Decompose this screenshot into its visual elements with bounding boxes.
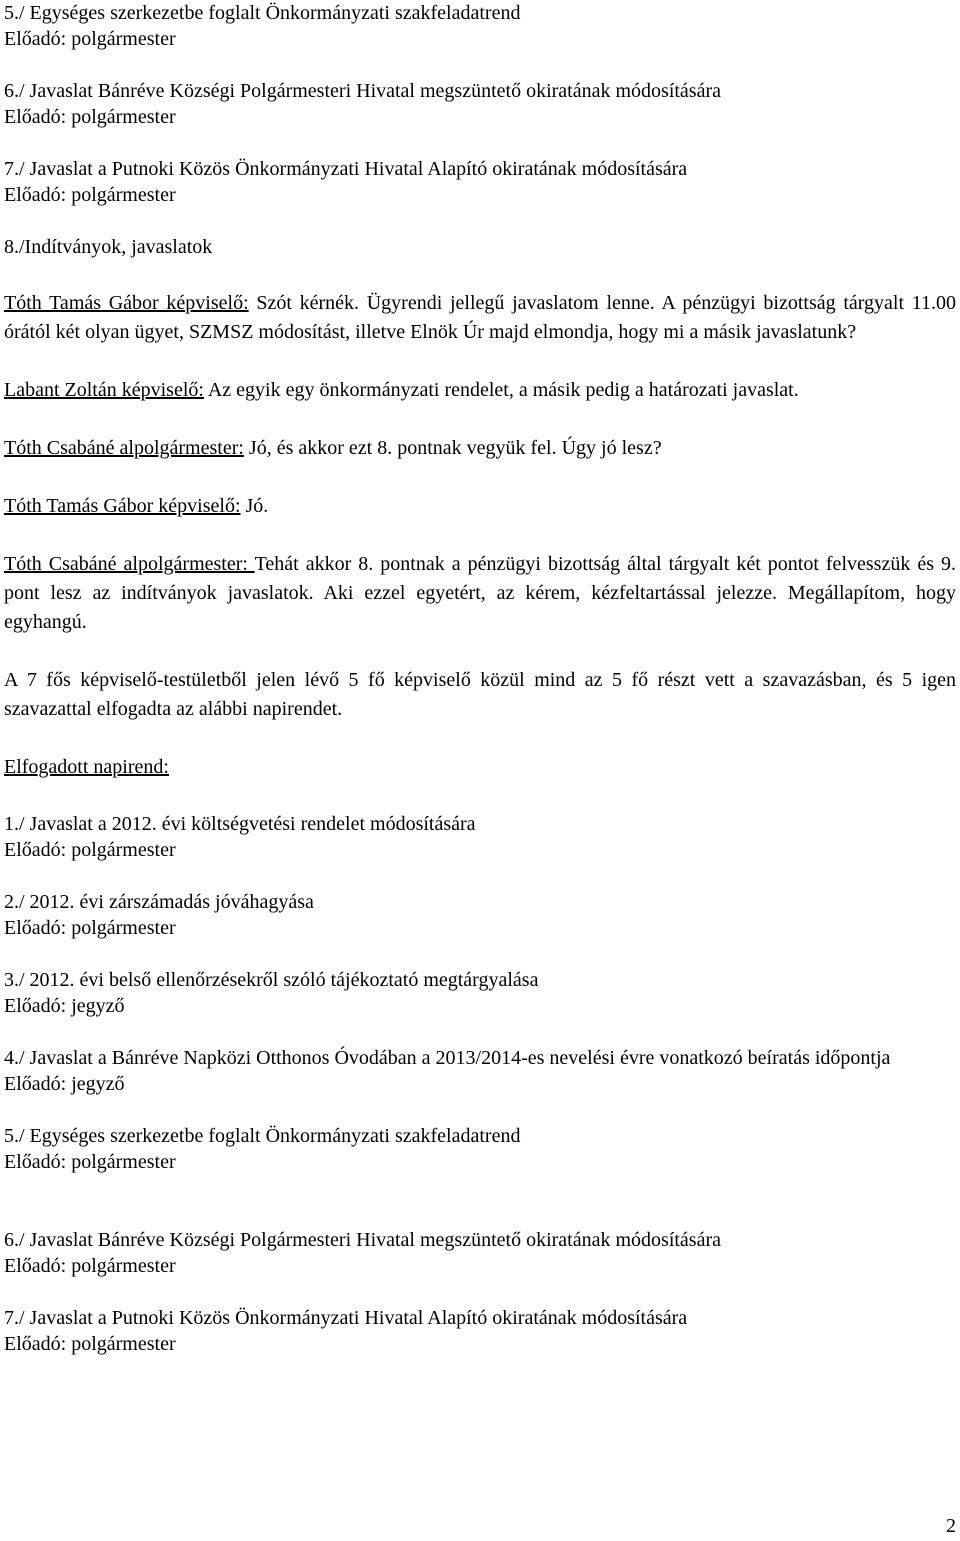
agenda-item-presenter: Előadó: polgármester	[4, 839, 176, 861]
agenda-item-title: 3./ 2012. évi belső ellenőrzésekről szóló tájékoztató megtárgyalása	[4, 969, 539, 991]
speaker-name: Tóth Tamás Gábor képviselő:	[4, 292, 249, 314]
agenda-item-presenter: Előadó: polgármester	[4, 917, 176, 939]
accepted-agenda-heading: Elfogadott napirend:	[4, 756, 169, 778]
agenda-item-presenter: Előadó: jegyző	[4, 1073, 125, 1095]
page-number: 2	[946, 1515, 956, 1537]
dialogue-paragraph	[4, 434, 956, 463]
speaker-name: Labant Zoltán képviselő:	[4, 379, 204, 401]
agenda-item-title: 7./ Javaslat a Putnoki Közös Önkormányzati Hivatal Alapító okiratának módosítására	[4, 158, 688, 180]
document-page	[4, 0, 956, 1357]
speaker-name: Tóth Csabáné alpolgármester:	[4, 553, 255, 575]
dialogue-paragraph	[4, 376, 956, 405]
agenda-item-title: 5./ Egységes szerkezetbe foglalt Önkormányzati szakfeladatrend	[4, 2, 521, 24]
speech-text: Szót kérnék. Ügyrendi jellegű javaslatom lenne. A pénzügyi bizottság tárgyalt 11.00 órától két olyan ügyet, SZMSZ módosítást, illetve Elnök Úr majd elmondja, hogy mi a másik javaslatunk?	[4, 292, 957, 343]
agenda-item-title: 2./ 2012. évi zárszámadás jóváhagyása	[4, 891, 314, 913]
agenda-item-presenter: Előadó: polgármester	[4, 1333, 176, 1355]
dialogue-paragraph	[4, 289, 956, 347]
agenda-item-title: 4./ Javaslat a Bánréve Napközi Otthonos Óvodában a 2013/2014-es nevelési évre vonatkozó beíratás időpontja	[4, 1047, 891, 1069]
speech-text: Tehát akkor 8. pontnak a pénzügyi bizottság által tárgyalt két pontot felvesszük és 9. pont lesz az indítványok javaslatok. Aki ezzel egyetért, az kérem, kézfeltartással jelezze. Megállapítom, hogy egyhangú.	[4, 553, 956, 633]
speech-text: Jó, és akkor ezt 8. pontnak vegyük fel. Úgy jó lesz?	[243, 437, 662, 459]
agenda-item-presenter: Előadó: polgármester	[4, 184, 176, 206]
speech-text: Jó.	[240, 495, 269, 517]
vote-result-text: A 7 fős képviselő-testületből jelen lévő 5 fő képviselő közül mind az 5 fő részt vett a szavazásban, és 5 igen szavazattal elfogadta az alábbi napirendet.	[4, 669, 956, 720]
agenda-item-title: 7./ Javaslat a Putnoki Közös Önkormányzati Hivatal Alapító okiratának módosítására	[4, 1307, 688, 1329]
agenda-item-title: 5./ Egységes szerkezetbe foglalt Önkormányzati szakfeladatrend	[4, 1125, 521, 1147]
agenda-item-presenter: Előadó: polgármester	[4, 1151, 176, 1173]
agenda-item-title: 8./Indítványok, javaslatok	[4, 236, 213, 258]
agenda-item-presenter: Előadó: polgármester	[4, 1255, 176, 1277]
speaker-name: Tóth Tamás Gábor képviselő:	[4, 495, 241, 517]
agenda-item-title: 6./ Javaslat Bánréve Községi Polgármesteri Hivatal megszüntető okiratának módosítására	[4, 80, 722, 102]
agenda-item-presenter: Előadó: polgármester	[4, 106, 176, 128]
speech-text: Az egyik egy önkormányzati rendelet, a másik pedig a határozati javaslat.	[203, 379, 799, 401]
agenda-item-title: 6./ Javaslat Bánréve Községi Polgármesteri Hivatal megszüntető okiratának módosítására	[4, 1229, 722, 1251]
agenda-item-presenter: Előadó: polgármester	[4, 28, 176, 50]
agenda-item-title: 1./ Javaslat a 2012. évi költségvetési rendelet módosítására	[4, 813, 476, 835]
speaker-name: Tóth Csabáné alpolgármester:	[4, 437, 244, 459]
agenda-item-presenter: Előadó: jegyző	[4, 995, 125, 1017]
dialogue-paragraph	[4, 492, 956, 521]
dialogue-paragraph	[4, 550, 956, 637]
